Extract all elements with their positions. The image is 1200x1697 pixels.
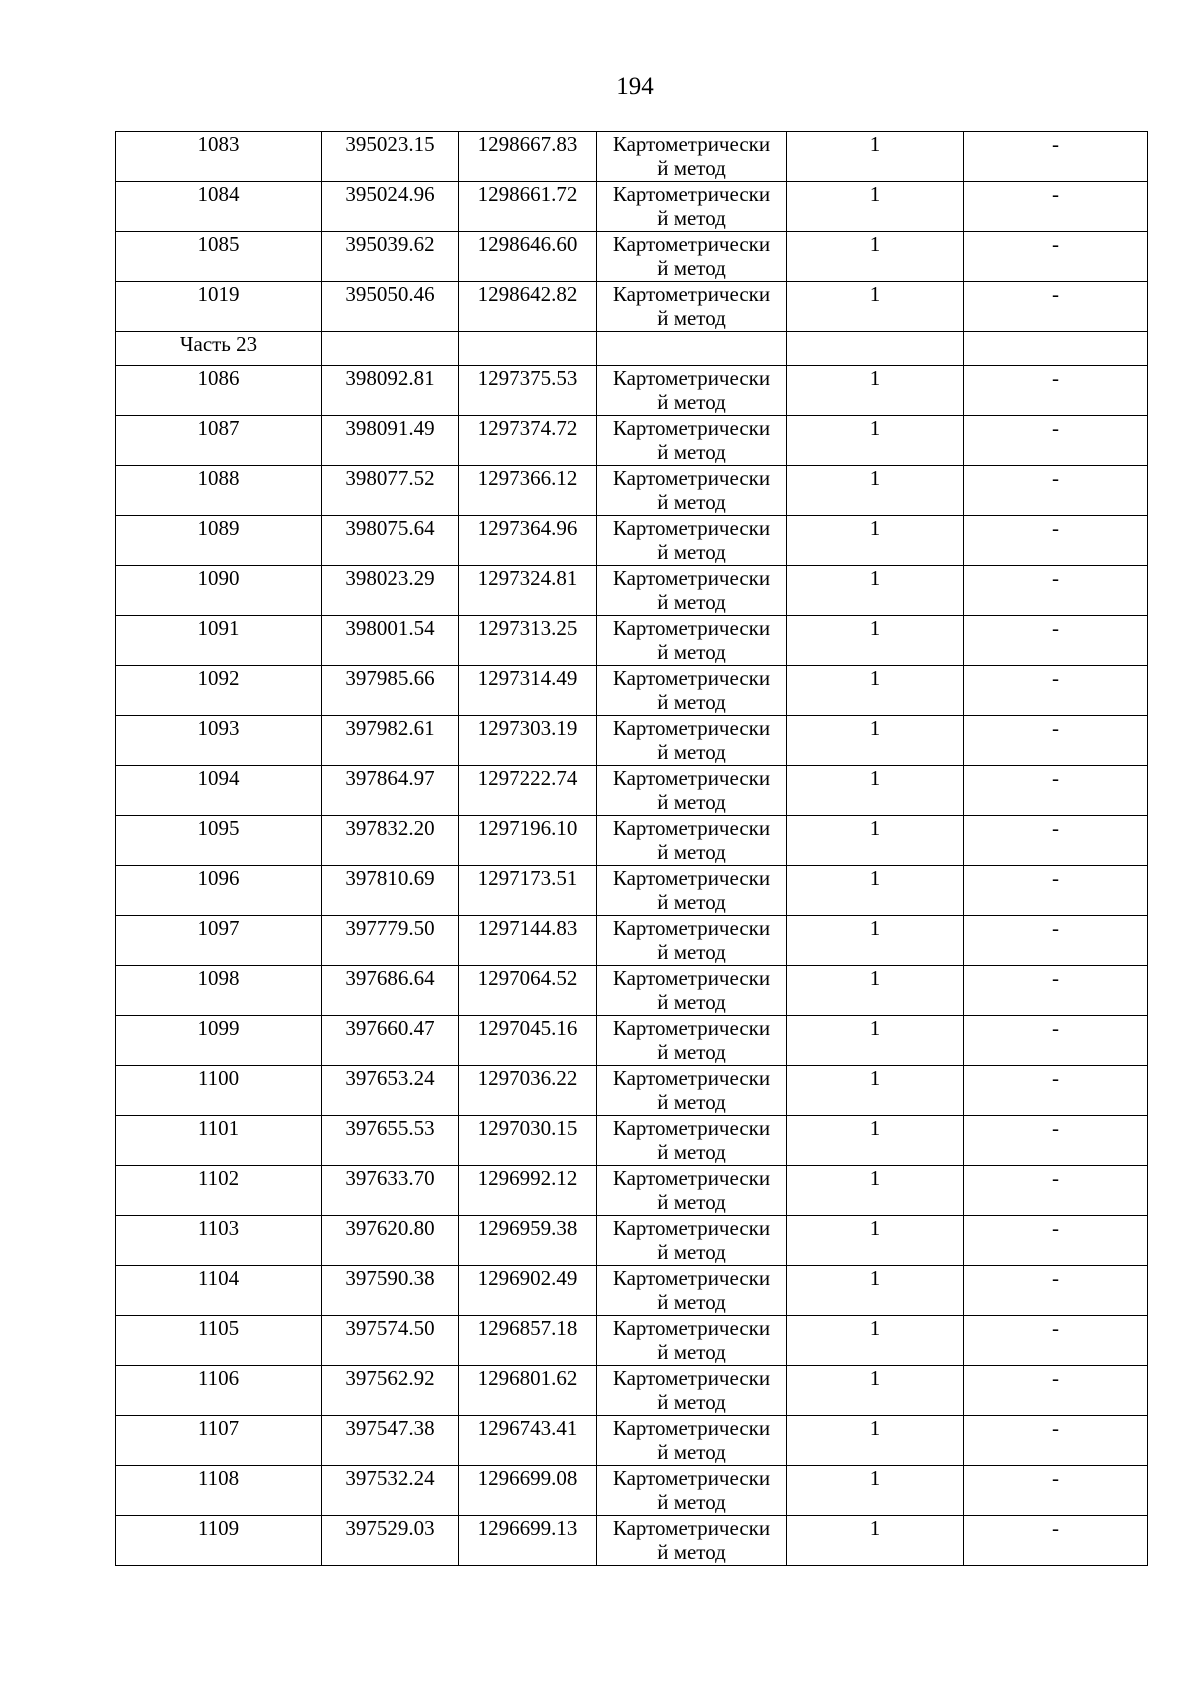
method-text-line2: й метод	[657, 1390, 726, 1414]
y-coordinate-cell: 1296699.08	[459, 1466, 597, 1516]
table-row	[116, 1016, 1148, 1066]
y-coordinate-cell: 1297324.81	[459, 566, 597, 616]
point-number-cell: 1101	[116, 1116, 322, 1166]
method-cell	[597, 916, 787, 966]
point-number-cell: 1086	[116, 366, 322, 416]
method-text-line2: й метод	[657, 540, 726, 564]
point-number-cell: 1098	[116, 966, 322, 1016]
table-row	[116, 1166, 1148, 1216]
description-cell: -	[964, 716, 1148, 766]
x-coordinate-cell: 397779.50	[322, 916, 459, 966]
method-text-line1: Картометрически	[612, 1116, 771, 1140]
method-cell	[597, 1366, 787, 1416]
method-text-line2: й метод	[657, 1440, 726, 1464]
point-number-cell: 1104	[116, 1266, 322, 1316]
table-row	[116, 466, 1148, 516]
method-text-line1: Картометрически	[612, 1266, 771, 1290]
method-cell	[597, 1166, 787, 1216]
x-coordinate-cell: 398075.64	[322, 516, 459, 566]
accuracy-cell: 1	[787, 1016, 964, 1066]
table-row	[116, 416, 1148, 466]
point-number-cell: 1097	[116, 916, 322, 966]
point-number-cell: 1088	[116, 466, 322, 516]
x-coordinate-cell: 397620.80	[322, 1216, 459, 1266]
accuracy-cell: 1	[787, 816, 964, 866]
x-coordinate-cell: 395039.62	[322, 232, 459, 282]
accuracy-cell: 1	[787, 916, 964, 966]
method-text-line2: й метод	[657, 306, 726, 330]
y-coordinate-cell: 1296992.12	[459, 1166, 597, 1216]
method-text-line2: й метод	[657, 1240, 726, 1264]
point-number-cell: 1107	[116, 1416, 322, 1466]
y-coordinate-cell: 1297374.72	[459, 416, 597, 466]
table-row	[116, 182, 1148, 232]
description-cell: -	[964, 666, 1148, 716]
method-text-line1: Картометрически	[612, 766, 771, 790]
method-text-line1: Картометрически	[612, 516, 771, 540]
description-cell: -	[964, 1416, 1148, 1466]
description-cell: -	[964, 816, 1148, 866]
accuracy-cell: 1	[787, 866, 964, 916]
x-coordinate-cell: 397547.38	[322, 1416, 459, 1466]
method-text-line1: Картометрически	[612, 1016, 771, 1040]
table-row	[116, 1116, 1148, 1166]
description-cell: -	[964, 1266, 1148, 1316]
method-text-line2: й метод	[657, 1140, 726, 1164]
x-coordinate-cell: 397985.66	[322, 666, 459, 716]
method-text-line2: й метод	[657, 1040, 726, 1064]
method-cell	[597, 1066, 787, 1116]
y-coordinate-cell: 1297144.83	[459, 916, 597, 966]
point-number-cell: 1099	[116, 1016, 322, 1066]
table-row	[116, 816, 1148, 866]
accuracy-cell: 1	[787, 1166, 964, 1216]
point-number-cell: 1095	[116, 816, 322, 866]
description-cell: -	[964, 516, 1148, 566]
accuracy-cell: 1	[787, 566, 964, 616]
y-coordinate-cell: 1298642.82	[459, 282, 597, 332]
y-coordinate-cell: 1297173.51	[459, 866, 597, 916]
x-coordinate-cell: 397633.70	[322, 1166, 459, 1216]
table-row	[116, 1216, 1148, 1266]
accuracy-cell: 1	[787, 1516, 964, 1566]
table-row	[116, 1466, 1148, 1516]
x-coordinate-cell: 397655.53	[322, 1116, 459, 1166]
point-number-cell: 1087	[116, 416, 322, 466]
y-coordinate-cell: 1297045.16	[459, 1016, 597, 1066]
accuracy-cell: 1	[787, 282, 964, 332]
y-coordinate-cell: 1297064.52	[459, 966, 597, 1016]
empty-cell	[322, 332, 459, 366]
method-text-line2: й метод	[657, 940, 726, 964]
accuracy-cell: 1	[787, 1416, 964, 1466]
method-cell	[597, 716, 787, 766]
point-number-cell: 1019	[116, 282, 322, 332]
table-row	[116, 716, 1148, 766]
description-cell: -	[964, 966, 1148, 1016]
method-cell	[597, 132, 787, 182]
y-coordinate-cell: 1297196.10	[459, 816, 597, 866]
x-coordinate-cell: 395050.46	[322, 282, 459, 332]
method-text-line1: Картометрически	[612, 182, 771, 206]
x-coordinate-cell: 397532.24	[322, 1466, 459, 1516]
y-coordinate-cell: 1297366.12	[459, 466, 597, 516]
x-coordinate-cell: 398091.49	[322, 416, 459, 466]
x-coordinate-cell: 397574.50	[322, 1316, 459, 1366]
y-coordinate-cell: 1296857.18	[459, 1316, 597, 1366]
table-row	[116, 282, 1148, 332]
x-coordinate-cell: 398077.52	[322, 466, 459, 516]
table-row	[116, 766, 1148, 816]
method-text-line2: й метод	[657, 490, 726, 514]
method-text-line1: Картометрически	[612, 366, 771, 390]
accuracy-cell: 1	[787, 1366, 964, 1416]
description-cell: -	[964, 766, 1148, 816]
method-cell	[597, 466, 787, 516]
method-text-line1: Картометрически	[612, 232, 771, 256]
table-row	[116, 1066, 1148, 1116]
table-row	[116, 1416, 1148, 1466]
table-row	[116, 666, 1148, 716]
method-text-line2: й метод	[657, 1540, 726, 1564]
table-row	[116, 916, 1148, 966]
description-cell: -	[964, 232, 1148, 282]
method-text-line1: Картометрически	[612, 666, 771, 690]
y-coordinate-cell: 1297222.74	[459, 766, 597, 816]
y-coordinate-cell: 1297375.53	[459, 366, 597, 416]
description-cell: -	[964, 416, 1148, 466]
description-cell: -	[964, 132, 1148, 182]
method-text-line1: Картометрически	[612, 916, 771, 940]
accuracy-cell: 1	[787, 1216, 964, 1266]
point-number-cell: 1103	[116, 1216, 322, 1266]
table-row	[116, 132, 1148, 182]
method-text-line1: Картометрически	[612, 1516, 771, 1540]
point-number-cell: 1102	[116, 1166, 322, 1216]
coordinates-table-body	[116, 132, 1148, 1566]
method-text-line2: й метод	[657, 1090, 726, 1114]
section-header-row	[116, 332, 1148, 366]
method-text-line1: Картометрически	[612, 416, 771, 440]
method-text-line2: й метод	[657, 256, 726, 280]
method-text-line1: Картометрически	[612, 466, 771, 490]
y-coordinate-cell: 1296699.13	[459, 1516, 597, 1566]
x-coordinate-cell: 397686.64	[322, 966, 459, 1016]
method-text-line2: й метод	[657, 1290, 726, 1314]
method-text-line1: Картометрически	[612, 816, 771, 840]
method-text-line2: й метод	[657, 1340, 726, 1364]
y-coordinate-cell: 1297314.49	[459, 666, 597, 716]
y-coordinate-cell: 1298661.72	[459, 182, 597, 232]
table-row	[116, 1266, 1148, 1316]
point-number-cell: 1093	[116, 716, 322, 766]
point-number-cell: 1108	[116, 1466, 322, 1516]
method-cell	[597, 616, 787, 666]
x-coordinate-cell: 395024.96	[322, 182, 459, 232]
x-coordinate-cell: 397660.47	[322, 1016, 459, 1066]
x-coordinate-cell: 397810.69	[322, 866, 459, 916]
point-number-cell: 1109	[116, 1516, 322, 1566]
x-coordinate-cell: 397832.20	[322, 816, 459, 866]
method-text-line2: й метод	[657, 1490, 726, 1514]
point-number-cell: 1094	[116, 766, 322, 816]
point-number-cell: 1106	[116, 1366, 322, 1416]
description-cell: -	[964, 1066, 1148, 1116]
table-row	[116, 232, 1148, 282]
description-cell: -	[964, 182, 1148, 232]
method-cell	[597, 1466, 787, 1516]
description-cell: -	[964, 1466, 1148, 1516]
method-text-line2: й метод	[657, 590, 726, 614]
method-text-line2: й метод	[657, 840, 726, 864]
accuracy-cell: 1	[787, 716, 964, 766]
method-text-line2: й метод	[657, 640, 726, 664]
y-coordinate-cell: 1296743.41	[459, 1416, 597, 1466]
method-cell	[597, 1316, 787, 1366]
method-text-line2: й метод	[657, 206, 726, 230]
x-coordinate-cell: 397864.97	[322, 766, 459, 816]
x-coordinate-cell: 397982.61	[322, 716, 459, 766]
y-coordinate-cell: 1296801.62	[459, 1366, 597, 1416]
method-cell	[597, 966, 787, 1016]
y-coordinate-cell: 1298646.60	[459, 232, 597, 282]
description-cell: -	[964, 366, 1148, 416]
accuracy-cell: 1	[787, 766, 964, 816]
table-row	[116, 1316, 1148, 1366]
point-number-cell: 1091	[116, 616, 322, 666]
y-coordinate-cell: 1297303.19	[459, 716, 597, 766]
table-row	[116, 616, 1148, 666]
y-coordinate-cell: 1297313.25	[459, 616, 597, 666]
empty-cell	[964, 332, 1148, 366]
method-cell	[597, 366, 787, 416]
method-cell	[597, 1116, 787, 1166]
accuracy-cell: 1	[787, 1266, 964, 1316]
method-text-line1: Картометрически	[612, 1216, 771, 1240]
point-number-cell: 1100	[116, 1066, 322, 1116]
description-cell: -	[964, 1516, 1148, 1566]
method-cell	[597, 516, 787, 566]
method-text-line1: Картометрически	[612, 866, 771, 890]
method-cell	[597, 1416, 787, 1466]
y-coordinate-cell: 1296959.38	[459, 1216, 597, 1266]
method-text-line1: Картометрически	[612, 616, 771, 640]
y-coordinate-cell: 1297036.22	[459, 1066, 597, 1116]
accuracy-cell: 1	[787, 1316, 964, 1366]
page-number: 194	[616, 73, 654, 100]
description-cell: -	[964, 1216, 1148, 1266]
description-cell: -	[964, 616, 1148, 666]
method-cell	[597, 1016, 787, 1066]
x-coordinate-cell: 397653.24	[322, 1066, 459, 1116]
method-text-line1: Картометрически	[612, 1416, 771, 1440]
method-cell	[597, 1516, 787, 1566]
accuracy-cell: 1	[787, 366, 964, 416]
point-number-cell: 1084	[116, 182, 322, 232]
empty-cell	[787, 332, 964, 366]
table-row	[116, 1516, 1148, 1566]
point-number-cell: 1083	[116, 132, 322, 182]
accuracy-cell: 1	[787, 666, 964, 716]
x-coordinate-cell: 398092.81	[322, 366, 459, 416]
accuracy-cell: 1	[787, 182, 964, 232]
point-number-cell: 1105	[116, 1316, 322, 1366]
description-cell: -	[964, 916, 1148, 966]
description-cell: -	[964, 1166, 1148, 1216]
y-coordinate-cell: 1297364.96	[459, 516, 597, 566]
coordinates-table	[115, 131, 1148, 1566]
method-text-line1: Картометрически	[612, 1366, 771, 1390]
method-text-line1: Картометрически	[612, 966, 771, 990]
x-coordinate-cell: 395023.15	[322, 132, 459, 182]
x-coordinate-cell: 397590.38	[322, 1266, 459, 1316]
method-text-line2: й метод	[657, 990, 726, 1014]
description-cell: -	[964, 566, 1148, 616]
x-coordinate-cell: 398001.54	[322, 616, 459, 666]
table-row	[116, 866, 1148, 916]
method-text-line1: Картометрически	[612, 1316, 771, 1340]
accuracy-cell: 1	[787, 516, 964, 566]
method-text-line1: Картометрически	[612, 716, 771, 740]
description-cell: -	[964, 1316, 1148, 1366]
method-cell	[597, 232, 787, 282]
method-text-line2: й метод	[657, 890, 726, 914]
y-coordinate-cell: 1296902.49	[459, 1266, 597, 1316]
table-row	[116, 366, 1148, 416]
accuracy-cell: 1	[787, 1066, 964, 1116]
table-row	[116, 966, 1148, 1016]
description-cell: -	[964, 466, 1148, 516]
method-cell	[597, 1216, 787, 1266]
method-cell	[597, 816, 787, 866]
method-text-line1: Картометрически	[612, 282, 771, 306]
table-row	[116, 1366, 1148, 1416]
method-text-line2: й метод	[657, 740, 726, 764]
empty-cell	[459, 332, 597, 366]
accuracy-cell: 1	[787, 132, 964, 182]
method-text-line2: й метод	[657, 790, 726, 814]
method-text-line2: й метод	[657, 440, 726, 464]
method-text-line1: Картометрически	[612, 1466, 771, 1490]
method-text-line1: Картометрически	[612, 566, 771, 590]
accuracy-cell: 1	[787, 1116, 964, 1166]
method-text-line1: Картометрически	[612, 1066, 771, 1090]
method-cell	[597, 566, 787, 616]
point-number-cell: 1090	[116, 566, 322, 616]
method-cell	[597, 666, 787, 716]
point-number-cell: 1092	[116, 666, 322, 716]
point-number-cell: 1096	[116, 866, 322, 916]
table-row	[116, 516, 1148, 566]
method-text-line1: Картометрически	[612, 132, 771, 156]
method-text-line2: й метод	[657, 690, 726, 714]
y-coordinate-cell: 1297030.15	[459, 1116, 597, 1166]
empty-cell	[597, 332, 787, 366]
method-cell	[597, 766, 787, 816]
description-cell: -	[964, 1116, 1148, 1166]
method-cell	[597, 282, 787, 332]
accuracy-cell: 1	[787, 416, 964, 466]
point-number-cell: 1089	[116, 516, 322, 566]
accuracy-cell: 1	[787, 966, 964, 1016]
point-number-cell: 1085	[116, 232, 322, 282]
method-text-line2: й метод	[657, 1190, 726, 1214]
x-coordinate-cell: 398023.29	[322, 566, 459, 616]
method-text-line2: й метод	[657, 156, 726, 180]
description-cell: -	[964, 1016, 1148, 1066]
accuracy-cell: 1	[787, 616, 964, 666]
description-cell: -	[964, 866, 1148, 916]
accuracy-cell: 1	[787, 232, 964, 282]
method-text-line1: Картометрически	[612, 1166, 771, 1190]
description-cell: -	[964, 282, 1148, 332]
description-cell: -	[964, 1366, 1148, 1416]
x-coordinate-cell: 397529.03	[322, 1516, 459, 1566]
accuracy-cell: 1	[787, 466, 964, 516]
section-title: Часть 23	[116, 332, 322, 366]
method-cell	[597, 1266, 787, 1316]
method-cell	[597, 866, 787, 916]
table-row	[116, 566, 1148, 616]
method-cell	[597, 182, 787, 232]
method-cell	[597, 416, 787, 466]
y-coordinate-cell: 1298667.83	[459, 132, 597, 182]
method-text-line2: й метод	[657, 390, 726, 414]
accuracy-cell: 1	[787, 1466, 964, 1516]
x-coordinate-cell: 397562.92	[322, 1366, 459, 1416]
